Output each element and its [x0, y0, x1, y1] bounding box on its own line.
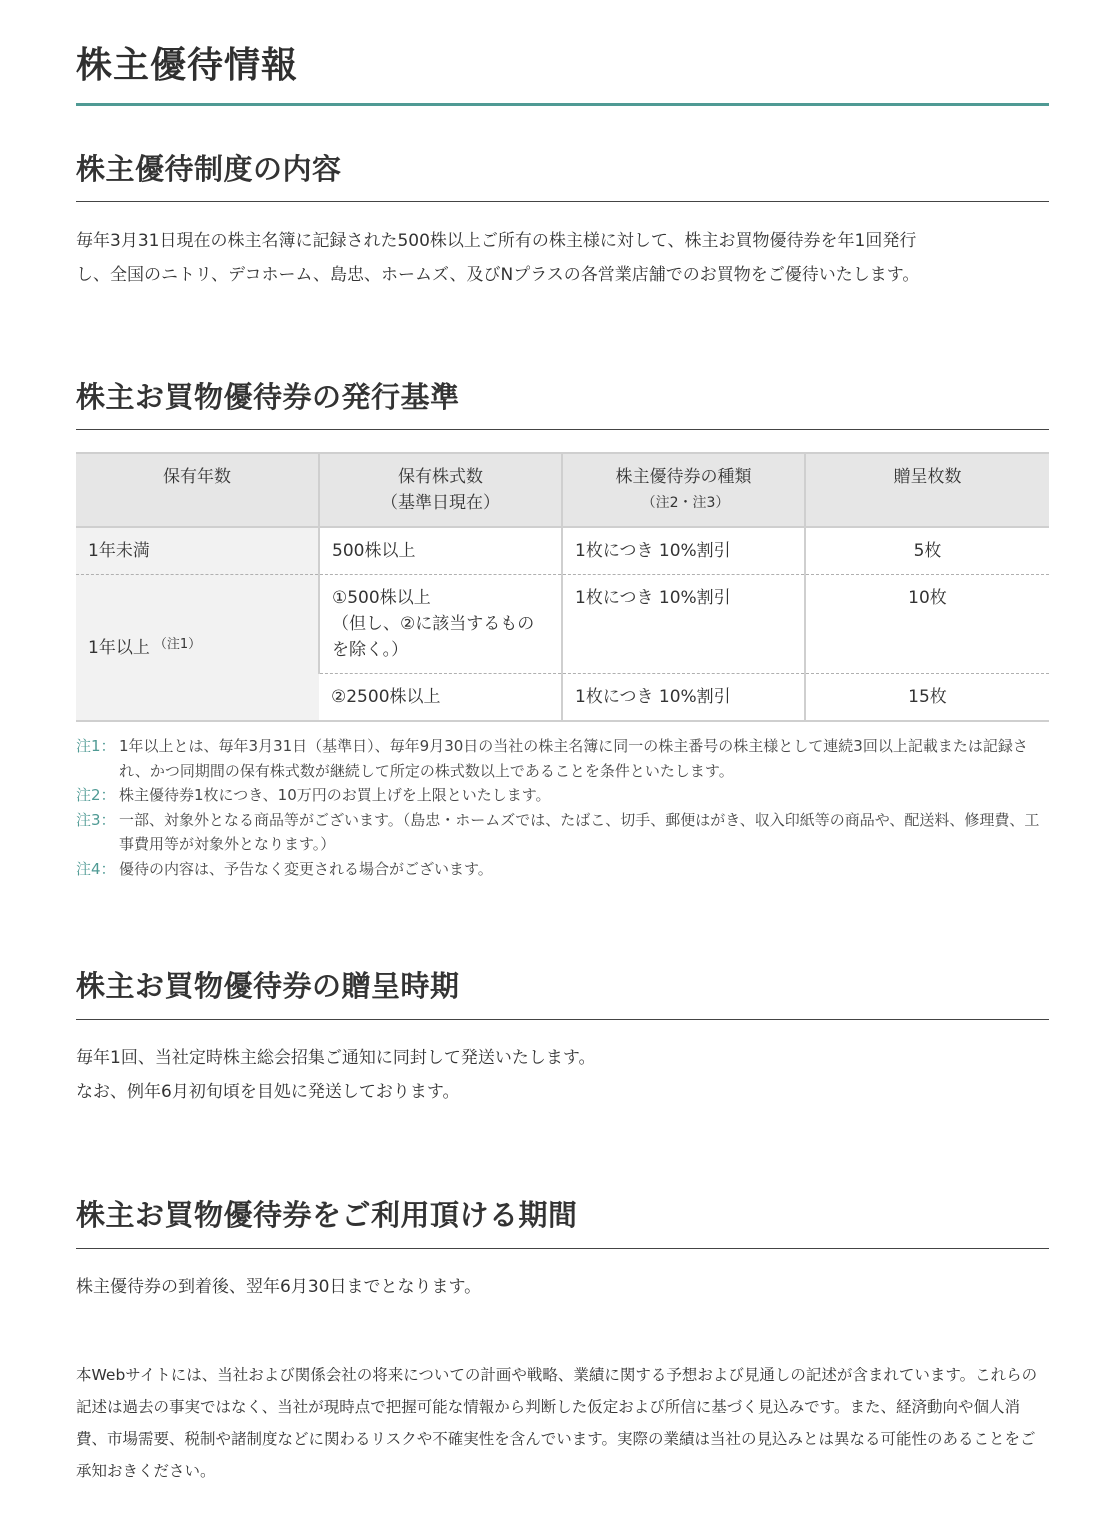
cell-count: 10枚 — [805, 575, 1049, 674]
title-divider — [76, 103, 1049, 106]
cell-type: 1枚につき 10%割引 — [562, 575, 805, 674]
cell-years-note: （注1） — [153, 636, 202, 652]
header-voucher-type-note: （注2・注3） — [641, 495, 730, 511]
forward-looking-disclaimer: 本Webサイトには、当社および関係会社の将来についての計画や戦略、業績に関する予想および見通しの記述が含まれています。これらの記述は過去の事実ではなく、当社が現時点で把握可能な情報から判断した仮定および所信に基づく見込みです。また、経済動向や個人消費、市場需要、税制や諸制度などに関わるリスクや不確実性を含んでいます。実際の業績は当社の見込みとは異なる可能性のあることをご承知おきください。 — [76, 1366, 1038, 1480]
header-voucher-type — [562, 453, 805, 527]
section-divider — [76, 1248, 1049, 1249]
heading-usage-period: 株主お買物優待券をご利用頂ける期間 — [76, 1198, 578, 1232]
cell-shares-line2: （但し、②に該当するものを除く。） — [332, 614, 535, 660]
benefit-description — [76, 224, 1049, 292]
table-row — [76, 527, 1049, 575]
header-voucher-type-label: 株主優待券の種類 — [615, 467, 752, 487]
note-text: 1年以上とは、毎年3月31日（基準日）、毎年9月30日の当社の株主名簿に同一の株主番号の株主様として連続3回以上記載または記録され、かつ同期間の保有株式数が継続して所定の株式数以上であることを条件といたします。 — [119, 737, 1028, 780]
benefit-description-line1: 毎年3月31日現在の株主名簿に記録された500株以上ご所有の株主様に対して、株主お買物優待券を年1回発行 — [76, 231, 917, 251]
heading-distribution-timing: 株主お買物優待券の贈呈時期 — [76, 969, 460, 1003]
section-divider — [76, 1019, 1049, 1020]
distribution-timing-text — [76, 1041, 1049, 1109]
heading-issuance-criteria: 株主お買物優待券の発行基準 — [76, 380, 460, 414]
header-shares-held-line2: （基準日現在） — [381, 493, 500, 513]
header-shares-held-line1: 保有株式数 — [398, 467, 483, 487]
note-label: 注3： — [76, 810, 116, 829]
note-label: 注4： — [76, 859, 116, 878]
note-text: 株主優待券1枚につき、10万円のお買上げを上限といたします。 — [119, 786, 551, 804]
note-item — [76, 734, 1049, 783]
cell-count: 15枚 — [805, 674, 1049, 722]
cell-years: 1年未満 — [76, 527, 319, 575]
cell-type: 1枚につき 10%割引 — [562, 674, 805, 722]
section-divider — [76, 201, 1049, 202]
section-divider — [76, 429, 1049, 430]
note-text: 一部、対象外となる商品等がございます。（島忠・ホームズでは、たばこ、切手、郵便はがき、収入印紙等の商品や、配送料、修理費、工事費用等が対象外となります。） — [119, 810, 1040, 853]
note-label: 注2： — [76, 786, 116, 804]
table-row — [76, 575, 1049, 674]
cell-shares — [319, 575, 562, 674]
note-label: 注1： — [76, 737, 116, 755]
page-title: 株主優待情報 — [76, 45, 299, 86]
distribution-timing-line2: なお、例年6月初旬頃を目処に発送しております。 — [76, 1082, 460, 1102]
cell-count: 5枚 — [805, 527, 1049, 575]
note-item — [76, 857, 1049, 882]
issuance-criteria-table — [76, 452, 1049, 722]
header-voucher-count: 贈呈枚数 — [805, 453, 1049, 527]
benefit-description-line2: し、全国のニトリ、デコホーム、島忠、ホームズ、及びNプラスの各営業店舗でのお買物をご優待いたします。 — [76, 265, 920, 285]
cell-type: 1枚につき 10%割引 — [562, 527, 805, 575]
table-header-row — [76, 453, 1049, 527]
cell-years — [76, 575, 319, 722]
cell-shares: 500株以上 — [319, 527, 562, 575]
cell-shares: ②2500株以上 — [319, 674, 562, 722]
cell-shares-line1: ①500株以上 — [332, 588, 431, 608]
usage-period-text: 株主優待券の到着後、翌年6月30日までとなります。 — [76, 1277, 482, 1297]
criteria-notes — [76, 734, 1049, 881]
header-shares-held — [319, 453, 562, 527]
heading-benefit-content: 株主優待制度の内容 — [76, 152, 342, 186]
distribution-timing-line1: 毎年1回、当社定時株主総会招集ご通知に同封して発送いたします。 — [76, 1048, 596, 1068]
note-text: 優待の内容は、予告なく変更される場合がございます。 — [119, 859, 493, 878]
note-item — [76, 808, 1049, 857]
cell-years-label: 1年以上 — [88, 637, 150, 658]
header-holding-years: 保有年数 — [76, 453, 319, 527]
note-item — [76, 783, 1049, 808]
